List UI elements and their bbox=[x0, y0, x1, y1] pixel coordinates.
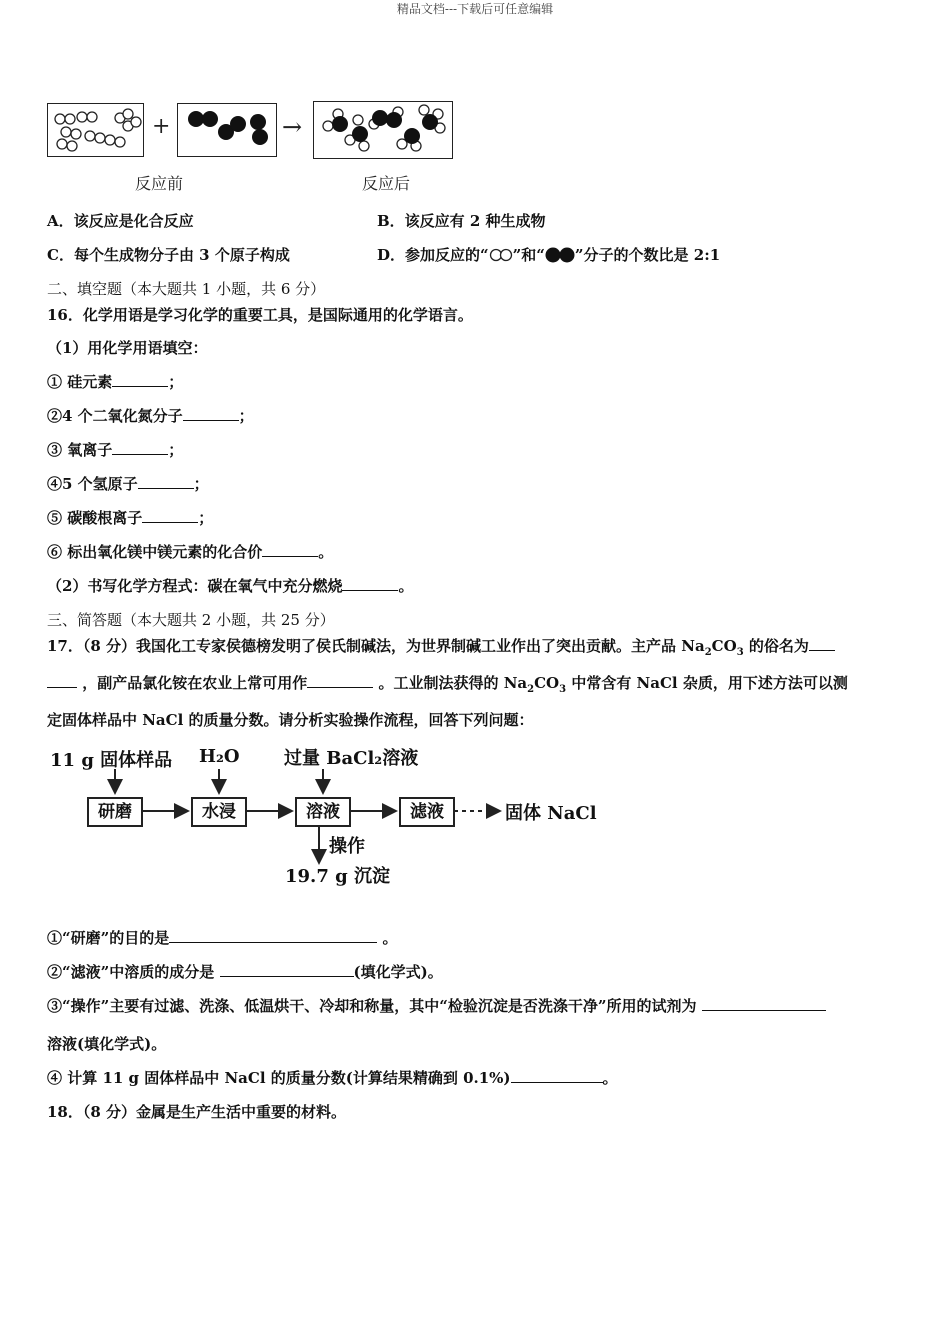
q16-part2 bbox=[47, 576, 413, 596]
item-label: ① 硅元素 bbox=[47, 373, 113, 391]
flow-sample-label: 11 g 固体样品 bbox=[50, 750, 173, 771]
black-molecules-icon bbox=[178, 104, 276, 156]
q17-sub3-cont: 溶液(填化学式)。 bbox=[47, 1035, 167, 1053]
part2-text: （2）书写化学方程式：碳在氧气中充分燃烧 bbox=[47, 577, 343, 595]
answer-blank[interactable] bbox=[169, 928, 377, 943]
item-label: ④5 个氢原子 bbox=[47, 475, 138, 493]
q17-sub3 bbox=[47, 996, 826, 1016]
reactant-box-white bbox=[47, 103, 144, 157]
answer-blank[interactable] bbox=[142, 508, 198, 523]
answer-blank[interactable] bbox=[307, 673, 373, 688]
item-end: ； bbox=[168, 373, 184, 391]
product-box bbox=[313, 101, 453, 159]
answer-blank[interactable] bbox=[220, 962, 354, 977]
answer-blank[interactable] bbox=[702, 996, 826, 1011]
sub2-end: (填化学式)。 bbox=[353, 963, 443, 981]
q16-item-4 bbox=[47, 474, 209, 494]
plus-sign: + bbox=[152, 114, 171, 139]
white-molecules-icon bbox=[48, 104, 143, 156]
q17-text: 的俗名为 bbox=[743, 637, 809, 655]
q16-item-3 bbox=[47, 440, 183, 460]
q17-line3: 定固体样品中 NaCl 的质量分数。请分析实验操作流程，回答下列问题： bbox=[47, 711, 534, 729]
flow-water-label: H₂O bbox=[199, 746, 240, 767]
q17-line1 bbox=[47, 636, 835, 663]
option-c: C．每个生成物分子由 3 个原子构成 bbox=[47, 246, 290, 264]
answer-blank[interactable] bbox=[112, 440, 168, 455]
flow-precipitate-label: 19.7 g 沉淀 bbox=[285, 866, 390, 887]
q16-item-2 bbox=[47, 406, 254, 426]
q16-part1: （1）用化学用语填空： bbox=[47, 339, 208, 357]
q16-item-5 bbox=[47, 508, 213, 528]
flow-bacl2-label: 过量 BaCl₂溶液 bbox=[284, 748, 419, 769]
subscript: 2 bbox=[527, 684, 535, 695]
option-d bbox=[377, 245, 720, 265]
q17-text: 17．（8 分）我国化工专家侯德榜发明了侯氏制碱法，为世界制碱工业作出了突出贡献。主产品 Na bbox=[47, 637, 705, 655]
sub2-text: ②“滤液”中溶质的成分是 bbox=[47, 963, 215, 981]
caption-after: 反应后 bbox=[362, 174, 411, 193]
sub1-end: 。 bbox=[382, 929, 398, 947]
q17-text: CO bbox=[534, 674, 560, 692]
item-label: ⑤ 碳酸根离子 bbox=[47, 509, 143, 527]
answer-blank[interactable] bbox=[112, 372, 168, 387]
q17-sub1 bbox=[47, 928, 398, 948]
q16-item-6 bbox=[47, 542, 333, 562]
answer-blank[interactable] bbox=[809, 636, 835, 651]
flow-operation-label: 操作 bbox=[329, 836, 365, 857]
q16-stem: 16．化学用语是学习化学的重要工具，是国际通用的化学语言。 bbox=[47, 306, 473, 324]
option-d-mid: ”和“ bbox=[512, 246, 545, 264]
subscript: 3 bbox=[559, 684, 567, 695]
white-molecule-icon bbox=[489, 248, 513, 262]
option-d-prefix: D．参加反应的“ bbox=[377, 246, 489, 264]
subscript: 2 bbox=[704, 647, 712, 658]
q17-text: 。工业制法获得的 Na bbox=[378, 674, 528, 692]
product-molecules-icon bbox=[314, 102, 452, 158]
item-end: 。 bbox=[318, 543, 334, 561]
answer-blank[interactable] bbox=[262, 542, 318, 557]
sub4-end: 。 bbox=[602, 1069, 618, 1087]
option-a: A．该反应是化合反应 bbox=[47, 212, 194, 230]
item-end: ； bbox=[198, 509, 214, 527]
item-end: ； bbox=[238, 407, 254, 425]
item-label: ⑥ 标出氧化镁中镁元素的化合价 bbox=[47, 543, 263, 561]
answer-blank[interactable] bbox=[47, 673, 77, 688]
section3-title: 三、简答题（本大题共 2 小题，共 25 分） bbox=[47, 611, 335, 629]
black-molecule-icon bbox=[545, 247, 575, 263]
item-end: ； bbox=[168, 441, 184, 459]
q17-text: ，副产品氯化铵在农业上常可用作 bbox=[82, 674, 308, 692]
q16-item-1 bbox=[47, 372, 183, 392]
option-b: B．该反应有 2 种生成物 bbox=[377, 212, 546, 230]
q17-text: 中常含有 NaCl 杂质，用下述方法可以测 bbox=[566, 674, 848, 692]
answer-blank[interactable] bbox=[511, 1068, 603, 1083]
item-label: ②4 个二氧化氮分子 bbox=[47, 407, 183, 425]
answer-blank[interactable] bbox=[342, 576, 398, 591]
sub4-text: ④ 计算 11 g 固体样品中 NaCl 的质量分数(计算结果精确到 0.1%) bbox=[47, 1069, 511, 1087]
sub1-text: ①“研磨”的目的是 bbox=[47, 929, 170, 947]
item-end: ； bbox=[193, 475, 209, 493]
caption-before: 反应前 bbox=[135, 174, 184, 193]
flow-soak-box: 水浸 bbox=[191, 797, 247, 827]
q17-sub2 bbox=[47, 962, 443, 982]
subscript: 3 bbox=[736, 647, 744, 658]
item-label: ③ 氧离子 bbox=[47, 441, 113, 459]
flow-product-label: 固体 NaCl bbox=[505, 803, 597, 824]
reactant-box-black bbox=[177, 103, 277, 157]
section2-title: 二、填空题（本大题共 1 小题，共 6 分） bbox=[47, 280, 326, 298]
answer-blank[interactable] bbox=[183, 406, 239, 421]
q17-line2 bbox=[47, 673, 848, 700]
reaction-arrow: → bbox=[282, 113, 303, 141]
q17-sub4 bbox=[47, 1068, 618, 1088]
flow-filtrate-box: 滤液 bbox=[399, 797, 455, 827]
part2-end: 。 bbox=[398, 577, 414, 595]
q18-stem: 18．（8 分）金属是生产生活中重要的材料。 bbox=[47, 1103, 347, 1121]
flow-solution-box: 溶液 bbox=[295, 797, 351, 827]
sub3-text: ③“操作”主要有过滤、洗涤、低温烘干、冷却和称量，其中“检验沉淀是否洗涤干净”所用的试剂为 bbox=[47, 997, 697, 1015]
flow-grind-box: 研磨 bbox=[87, 797, 143, 827]
q17-text: CO bbox=[711, 637, 737, 655]
page-header: 精品文档---下载后可任意编辑 bbox=[396, 2, 554, 16]
answer-blank[interactable] bbox=[138, 474, 194, 489]
option-d-suffix: ”分子的个数比是 2:1 bbox=[574, 246, 721, 264]
